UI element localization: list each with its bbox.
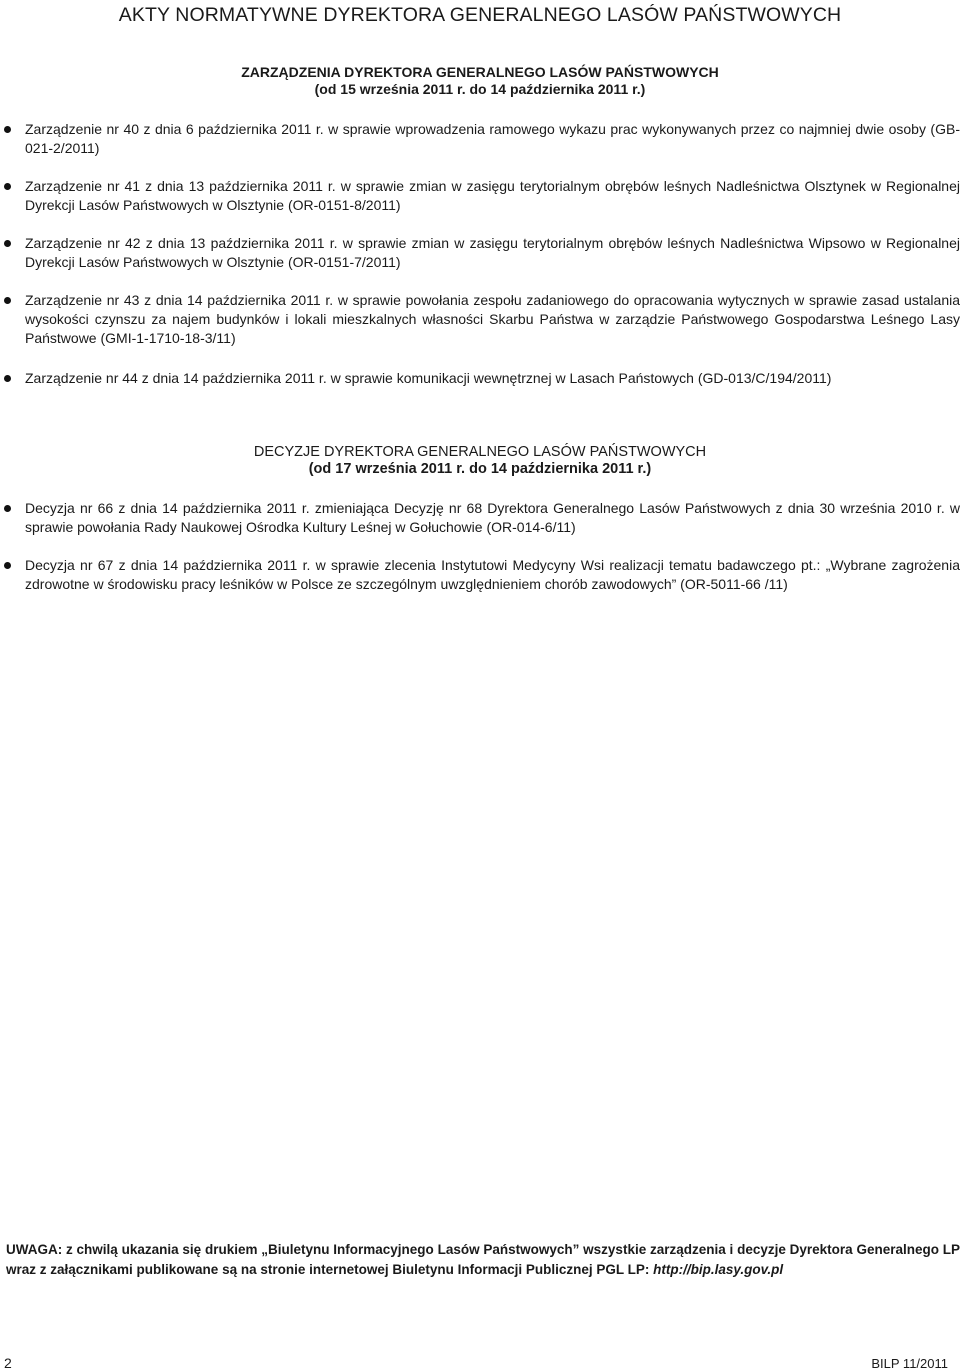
bullet-icon xyxy=(4,183,11,190)
list-item: Zarządzenie nr 40 z dnia 6 października 2011 r. w sprawie wprowadzenia ramowego wykazu prac wykonywanych przez co najmniej dwie osoby (GB-021-2/2011) xyxy=(25,120,960,158)
list-item: Zarządzenie nr 41 z dnia 13 października 2011 r. w sprawie zmian w zasięgu terytorialnym obrębów leśnych Nadleśnictwa Olsztynek w Regionalnej Dyrekcji Lasów Państwowych w Olsztynie (OR-0151-8/2011) xyxy=(25,177,960,215)
decisions-heading-title: DECYZJE DYREKTORA GENERALNEGO LASÓW PAŃSTWOWYCH xyxy=(253,444,707,460)
bip-link[interactable]: http://bip.lasy.gov.pl xyxy=(653,1262,784,1277)
decisions-heading-range: (od 17 września 2011 r. do 14 października 2011 r.) xyxy=(308,461,652,477)
bullet-icon xyxy=(4,562,11,569)
notice-text: UWAGA: z chwilą ukazania się drukiem „Biuletynu Informacyjnego Lasów Państwowych” wszystkie zarządzenia i decyzje Dyrektora Generalnego LP wraz z załącznikami publikowane są na stronie internetowej Biuletynu Informacji Publicznej PGL LP: xyxy=(6,1242,960,1277)
bullet-icon xyxy=(4,375,11,382)
orders-section-heading xyxy=(0,64,960,98)
bullet-icon xyxy=(4,240,11,247)
bullet-icon xyxy=(4,505,11,512)
list-item: Zarządzenie nr 43 z dnia 14 października 2011 r. w sprawie powołania zespołu zadaniowego do opracowania wytycznych w sprawie zasad ustalania wysokości czynszu za najem budynków i lokali mieszkalnych własności Skarbu Państwa w zarządzie Państwowego Gospodarstwa Leśnego Lasy Państwowe (GMI-1-1710-18-3/11) xyxy=(25,291,960,348)
bullet-icon xyxy=(4,126,11,133)
list-item: Decyzja nr 66 z dnia 14 października 2011 r. zmieniająca Decyzję nr 68 Dyrektora Generalnego Lasów Państwowych z dnia 30 września 2010 r. w sprawie powołania Rady Naukowej Ośrodka Kultury Leśnej w Gołuchowie (OR-014-6/11) xyxy=(25,499,960,537)
list-item: Decyzja nr 67 z dnia 14 października 2011 r. w sprawie zlecenia Instytutowi Medycyny Wsi realizacji tematu badawczego pt.: „Wybrane zagrożenia zdrowotne w środowisku pracy leśników w Polsce ze szczególnym uwzględnieniem chorób zawodowych” (OR-5011-66 /11) xyxy=(25,556,960,594)
list-item: Zarządzenie nr 44 z dnia 14 października 2011 r. w sprawie komunikacji wewnętrznej w Lasach Państowych (GD-013/C/194/2011) xyxy=(25,369,960,388)
journal-code: BILP 11/2011 xyxy=(871,1356,948,1371)
notice-box xyxy=(6,1240,960,1280)
page-number: 2 xyxy=(4,1355,12,1371)
decisions-section-heading xyxy=(0,444,960,478)
bullet-icon xyxy=(4,297,11,304)
list-item: Zarządzenie nr 42 z dnia 13 października 2011 r. w sprawie zmian w zasięgu terytorialnym obrębów leśnych Nadleśnictwa Wipsowo w Regionalnej Dyrekcji Lasów Państwowych w Olsztynie (OR-0151-7/2011) xyxy=(25,234,960,272)
orders-heading-range: (od 15 września 2011 r. do 14 października 2011 r.) xyxy=(314,81,646,97)
page-title: AKTY NORMATYWNE DYREKTORA GENERALNEGO LASÓW PAŃSTWOWYCH xyxy=(118,4,842,26)
orders-heading-title: ZARZĄDZENIA DYREKTORA GENERALNEGO LASÓW PAŃSTWOWYCH xyxy=(241,64,719,80)
